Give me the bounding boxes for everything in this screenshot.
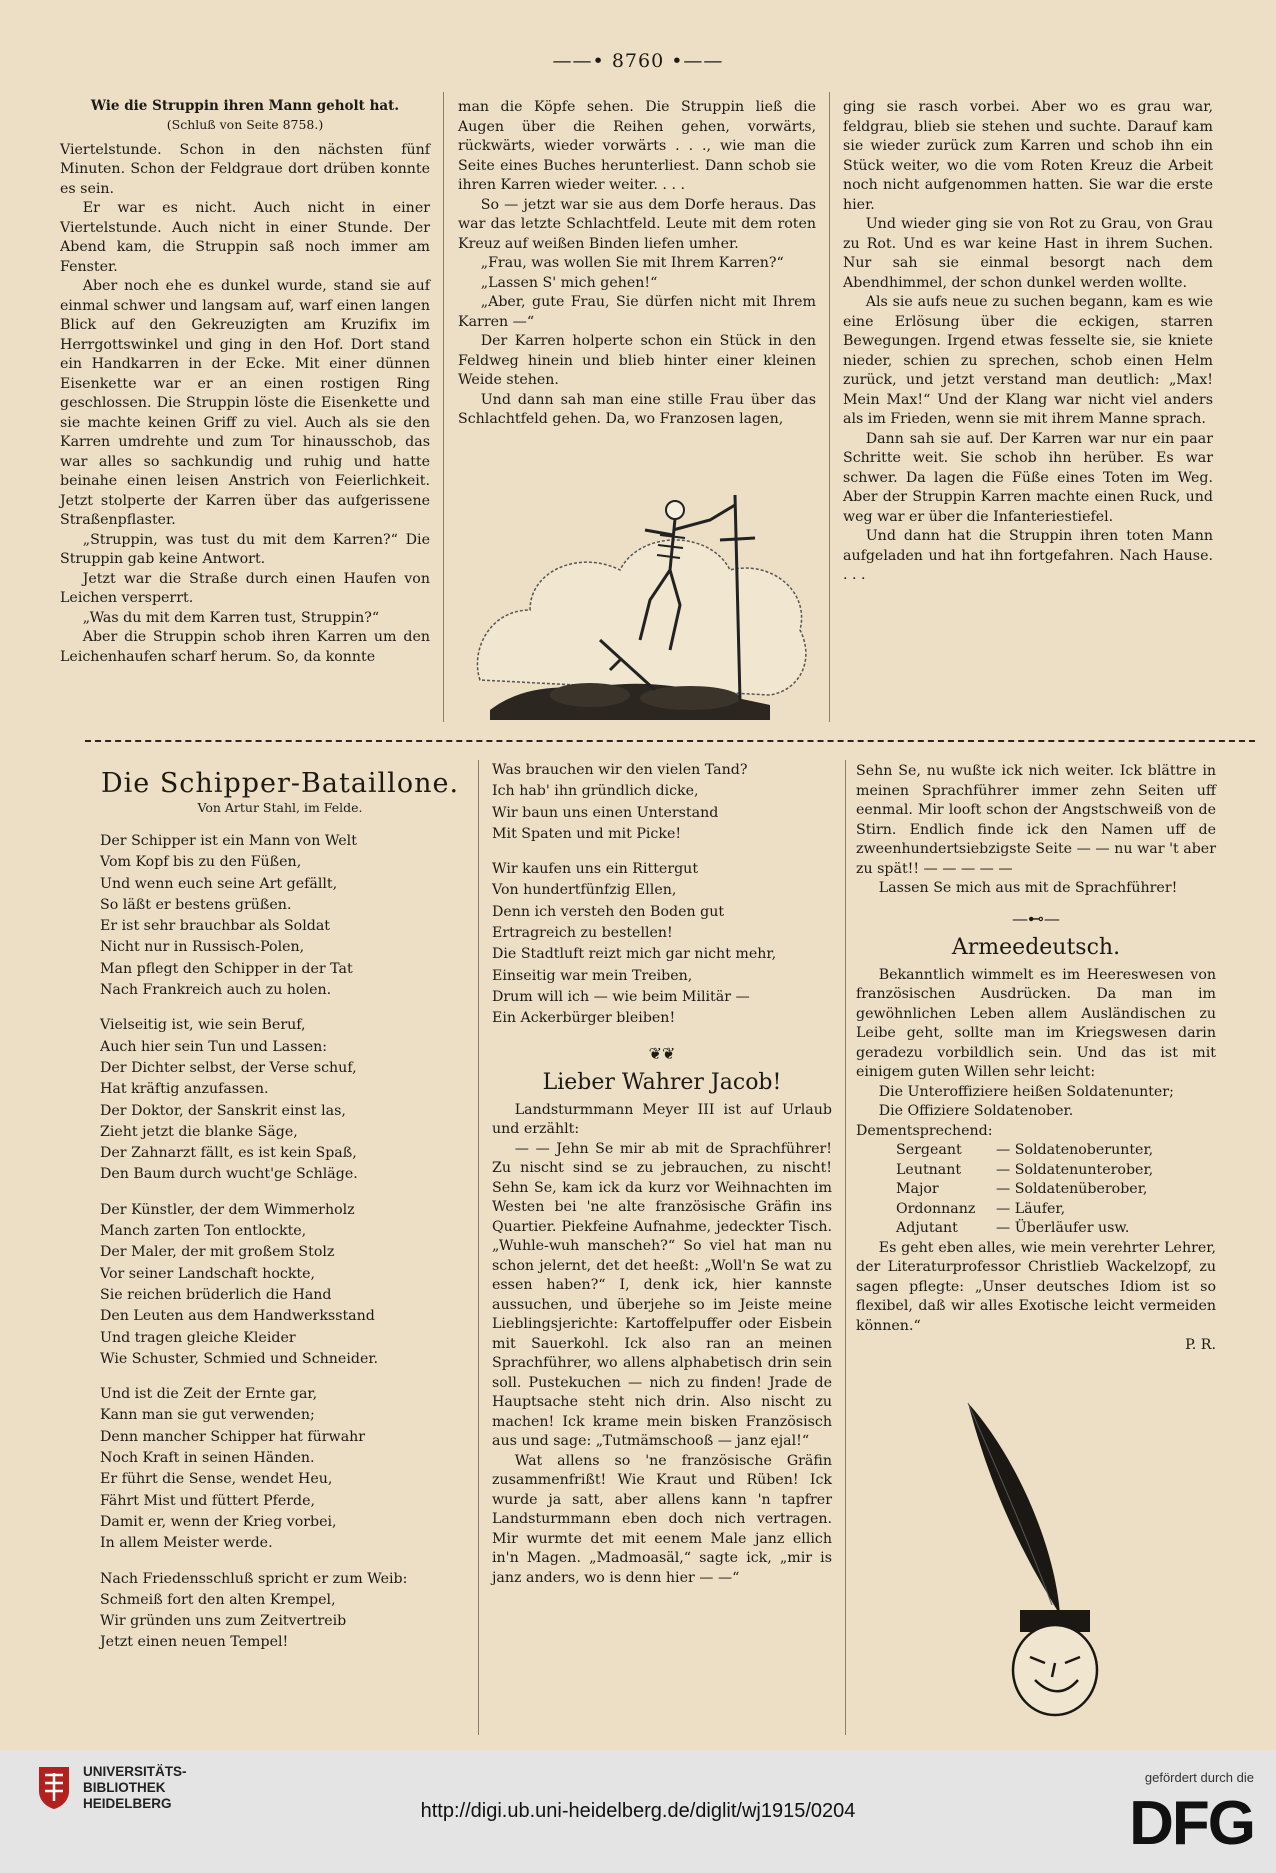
poem-line: Noch Kraft in seinen Händen. [100, 1450, 315, 1467]
poem-line: Mit Spaten und mit Picke! [492, 825, 682, 842]
armee-term-row [856, 1200, 1216, 1220]
feather-head-illustration [960, 1395, 1130, 1725]
story-column-1 [60, 98, 430, 667]
poem-title: Die Schipper-Bataillone. [100, 768, 460, 799]
letter-title: Lieber Wahrer Jacob! [542, 1070, 782, 1096]
poem-line: Der Maler, der mit großem Stolz [100, 1244, 335, 1261]
poem-line: Drum will ich — wie beim Militär — [492, 988, 750, 1005]
armee-line: Die Unteroffiziere heißen Soldatenunter; [878, 1083, 1174, 1100]
story-column-2 [458, 98, 816, 430]
source-url-link[interactable]: http://digi.ub.uni-heidelberg.de/diglit/wj1915/0204 [420, 1800, 856, 1822]
poem-line: Jetzt einen neuen Tempel! [100, 1634, 289, 1651]
dfg-logo[interactable]: DFG [1129, 1789, 1254, 1858]
story-title: Wie die Struppin ihren Mann geholt hat. [90, 98, 400, 114]
story-paragraph: Dann sah sie auf. Der Karren war nur ein paar Schritte weit. Sie schob ihn herüber. Es war schwer. Da lagen die Füße eines Toten im Weg. Aber der Struppin Karren machte einen Ruck, und weg war er über die Infanteriestiefel. [843, 430, 1213, 525]
armee-lead: Dementsprechend: [856, 1122, 993, 1139]
armee-line: Die Offiziere Soldatenober. [878, 1103, 1074, 1119]
poem-line: Der Doktor, der Sanskrit einst las, [100, 1102, 346, 1119]
letter-paragraph: — — Jehn Se mir ab mit de Sprachführer! Zu nischt sind se zu jebrauchen, zu nischt! Sehn Se, kam ick da kurz vor Weihnachten im Westen bei 'ne alte französische Gräfin ins Quartier. Piekfeine Aufnahme, jedeckter Tisch. „Wuhle-wuh manscheh?“ So viel hat man nu schon jelernt, det det heeßt: „Woll'n Se wat zu essen haben?“ I, denk ick, hier kannste aussuchen, und überjehe so im Jeiste meine Lieblingsjerichte: Kartoffelpuffer oder Eisbein mit Sauerkohl. Ick also ran an meinen Sprachführer, wo allens alphabetisch drin sein soll. Pustekuchen — nich zu finden! Jrade de Hauptsache steht nich drin. Also nischt zu machen! Ick krame mein bisken Französisch aus und sage: „Tutmämschooß — janz ejal!“ [492, 1140, 832, 1450]
poem-line: Ich hab' ihn gründlich dicke, [492, 783, 699, 800]
poem-line: Und wenn euch seine Art gefällt, [100, 875, 338, 892]
story-paragraph: „Aber, gute Frau, Sie dürfen nicht mit Ihrem Karren —“ [458, 294, 816, 330]
poem-line: In allem Meister werde. [100, 1535, 273, 1552]
poem-line: Denn ich versteh den Boden gut [492, 903, 725, 920]
poem-line: Ein Ackerbürger bleiben! [492, 1010, 676, 1027]
poem-line: Denn mancher Schipper hat fürwahr [100, 1428, 366, 1445]
poem-line: Hat kräftig anzufassen. [100, 1081, 269, 1098]
story-paragraph: „Struppin, was tust du mit dem Karren?“ Die Struppin gab keine Antwort. [60, 531, 430, 567]
university-line-3: HEIDELBERG [83, 1796, 172, 1811]
ornament: ❦❦ [648, 1043, 676, 1063]
story-paragraph: Jetzt war die Straße durch einen Haufen von Leichen versperrt. [60, 570, 430, 606]
story-paragraph: Aber noch ehe es dunkel wurde, stand sie auf einmal schwer und langsam auf, warf einen langen Blick auf den Gekreuzigten am Kruzifix im Herrgottswinkel und ging in den Hof. Dort stand ein Handkarren in der Ecke. Mit einer dünnen Eisenkette war er an einen rostigen Ring geschlossen. Die Struppin löste die Eisenkette und sie machte keinen Griff zu viel. Auch als sie den Karren umdrehte und zum Tor hinausschob, das war alles so sachkundig und ruhig und hatte beinahe einen leisen Anstrich von Feierlichkeit. Jetzt stolperte der Karren über das aufgerissene Straßenpflaster. [60, 278, 430, 528]
poem-line: Was brauchen wir den vielen Tand? [492, 762, 748, 778]
armee-term: Leutnant [896, 1161, 962, 1178]
armee-intro: Bekanntlich wimmelt es im Heereswesen von französischen Ausdrücken. Da man im gewöhnlichen Leben allem Ausländischen zu Leibe geht, sollte man im Kriegswesen darin geradezu vorbildlich sein. Und das ist mit einigem guten Willen sehr leicht: [856, 966, 1216, 1080]
story-paragraph: So — jetzt war sie aus dem Dorfe heraus. Das war das letzte Schlachtfeld. Leute mit dem roten Kreuz auf weißen Binden liefen umher. [458, 196, 816, 252]
funding-note: gefördert durch die [1144, 1770, 1254, 1785]
poem-line: Nach Friedensschluß spricht er zum Weib: [100, 1570, 408, 1587]
poem-line: Er führt die Sense, wendet Heu, [100, 1471, 333, 1488]
armee-signature: P. R. [1185, 1337, 1216, 1353]
poem-line: Kann man sie gut verwenden; [100, 1407, 315, 1424]
armee-term-row [856, 1219, 1216, 1239]
poem-line: Fährt Mist und füttert Pferde, [100, 1492, 316, 1509]
armee-term: Sergeant [896, 1142, 962, 1158]
armee-title: Armeedeutsch. [951, 935, 1121, 960]
poem-stanza [492, 760, 832, 845]
armee-term-row [856, 1180, 1216, 1200]
poem-line: Damit er, wenn der Krieg vorbei, [100, 1513, 337, 1530]
poem-line: Den Leuten aus dem Handwerksstand [100, 1308, 375, 1325]
story-paragraph: „Was du mit dem Karren tust, Struppin?“ [82, 609, 380, 626]
poem-stanza [100, 1569, 460, 1654]
armee-term-row [856, 1161, 1216, 1181]
poem-line: Und ist die Zeit der Ernte gar, [100, 1386, 318, 1403]
poem-line: Den Baum durch wucht'ge Schläge. [100, 1166, 358, 1183]
poem-line: Und tragen gleiche Kleider [100, 1329, 296, 1346]
column-rule [443, 92, 444, 722]
poem-stanza [492, 859, 832, 1029]
poem-line: Vielseitig ist, wie sein Beruf, [100, 1017, 306, 1034]
header-ornament-right: •—— [671, 50, 724, 72]
poem-line: Zieht jetzt die blanke Säge, [100, 1123, 298, 1140]
poem-line: Nicht nur in Russisch-Polen, [100, 939, 305, 956]
poem-column [100, 768, 460, 1668]
poem-line: Auch hier sein Tun und Lassen: [100, 1038, 328, 1055]
poem-author: Von Artur Stahl, im Felde. [197, 799, 363, 815]
section-divider [85, 740, 1255, 742]
column-rule [478, 760, 479, 1735]
armee-meaning: — Läufer, [996, 1200, 1066, 1217]
story-paragraph: Er war es nicht. Auch nicht in einer Viertelstunde. Auch nicht in einer Stunde. Der Abend kam, die Struppin saß noch immer am Fenster. [60, 200, 430, 275]
poem-line: Einseitig war mein Treiben, [492, 967, 693, 984]
story-paragraph: Und wieder ging sie von Rot zu Grau, von Grau zu Rot. Und es war keine Hast in ihrem Suchen. Nur sah sie einmal besorgt nach dem Abendhimmel, der schon dunkel werden wollte. [843, 216, 1213, 291]
poem-line: Von hundertfünfzig Ellen, [492, 882, 677, 899]
armee-term: Major [896, 1181, 939, 1197]
poem-line: Nach Frankreich auch zu holen. [100, 982, 332, 999]
armee-term-row [856, 1141, 1216, 1161]
university-line-2: BIBLIOTHEK [83, 1780, 166, 1795]
armee-meaning: — Überläufer usw. [996, 1220, 1130, 1236]
poem-stanza [100, 1200, 460, 1370]
poem-line: Der Zahnarzt fällt, es ist kein Spaß, [100, 1145, 357, 1162]
letter-paragraph: Wat allens so 'ne französische Gräfin zusammenfrißt! Wie Kraut und Rüben! Ick wurde ja satt, aber allens kann 'n tapfrer Landsturmmann eben doch nich vertragen. Mir wurmte det mit eenem Male janz ellich in'n Magen. „Madmoasäl,“ sagte ick, „mir is janz anders, wo is denn hier — —“ [492, 1452, 832, 1586]
poem-line: Der Schipper ist ein Mann von Welt [100, 833, 357, 849]
poem-line: Manch zarten Ton entlockte, [100, 1223, 307, 1240]
ornament: —⊷— [1012, 908, 1060, 928]
poem-line: Er ist sehr brauchbar als Soldat [100, 918, 330, 935]
story-continued: (Schluß von Seite 8758.) [166, 117, 324, 132]
skeleton-illustration [470, 490, 815, 720]
armee-meaning: — Soldatenüberober, [996, 1181, 1148, 1197]
poem-line: Sie reichen brüderlich die Hand [100, 1286, 332, 1303]
poem-line: Die Stadtluft reizt mich gar nicht mehr, [492, 946, 777, 963]
story-paragraph: Und dann sah man eine stille Frau über das Schlachtfeld gehen. Da, wo Franzosen lagen, [458, 391, 816, 427]
poem-stanza [100, 1384, 460, 1554]
poem-line: Wir kaufen uns ein Rittergut [492, 861, 699, 878]
story-paragraph: Der Karren holperte schon ein Stück in den Feldweg hinein und blieb hinter einer kleinen Weide stehen. [458, 333, 816, 388]
right-column [856, 762, 1216, 1356]
column-rule [829, 92, 830, 722]
story-paragraph: Und dann hat die Struppin ihren toten Mann aufgeladen und hat ihn fortgefahren. Nach Hause. . . . [843, 528, 1213, 583]
letter-paragraph: Landsturmmann Meyer III ist auf Urlaub und erzählt: [492, 1101, 832, 1138]
story-paragraph: „Frau, was wollen Sie mit Ihrem Karren?“ [480, 255, 784, 271]
poem-line: Vor seiner Landschaft hockte, [100, 1265, 316, 1282]
page-header [0, 50, 1276, 72]
university-line-1: UNIVERSITÄTS- [83, 1764, 187, 1779]
letter-paragraph: Sehn Se, nu wußte ick nich weiter. Ick blättre in meinen Sprachführer immer zehn Seiten uff eenmal. Mir looft schon der Angstschweiß von de Stirn. Endlich finde ick den Namen uff de zweenhundertsiebzigste Seite — — nu war 't aber zu spät!! — — — — — [856, 763, 1216, 877]
story-paragraph: Viertelstunde. Schon in den nächsten fünf Minuten. Schon der Feldgraue dort drüben konnte es sein. [60, 141, 430, 197]
poem-stanza [100, 1015, 460, 1185]
story-paragraph: Als sie aufs neue zu suchen begann, kam es wie eine Erlösung über die eckigen, starren Bewegungen. Irgend etwas fesselte sie, sie kniete nieder, schien zu sprechen, schob einen Helm zurück, und jetzt verstand man deutlich: „Max! Mein Max!“ Und der Klang war nicht viel anders als im Frieden, wenn sie mit ihrem Manne sprach. [843, 294, 1213, 427]
poem-line: Schmeiß fort den alten Krempel, [100, 1591, 336, 1608]
story-column-3 [843, 98, 1213, 586]
poem-line: Man pflegt den Schipper in der Tat [100, 960, 353, 977]
middle-column [492, 760, 832, 1588]
poem-line: Ertragreich zu bestellen! [492, 925, 673, 942]
poem-stanza [100, 831, 460, 1001]
armee-meaning: — Soldatenoberunter, [996, 1142, 1154, 1158]
column-rule [845, 760, 846, 1735]
armee-meaning: — Soldatenunterober, [996, 1161, 1154, 1178]
poem-line: Wir gründen uns zum Zeitvertreib [100, 1613, 347, 1630]
story-paragraph: Aber die Struppin schob ihren Karren um den Leichenhaufen scharf herum. So, da konnte [60, 629, 430, 665]
poem-line: Vom Kopf bis zu den Füßen, [100, 854, 302, 871]
story-paragraph: „Lassen S' mich gehen!“ [480, 274, 658, 291]
page-number: 8760 [611, 50, 665, 72]
armee-outro: Es geht eben alles, wie mein verehrter Lehrer, der Literaturprofessor Christlieb Wackelzopf, zu sagen pflegte: „Unser deutsches Idiom ist so flexibel, daß wir alles Exotische leicht vermeiden können.“ [856, 1239, 1216, 1334]
armee-term: Adjutant [896, 1220, 958, 1236]
poem-line: Der Künstler, der dem Wimmerholz [100, 1201, 355, 1218]
poem-line: Wir baun uns einen Unterstand [492, 804, 719, 821]
story-paragraph: man die Köpfe sehen. Die Struppin ließ die Augen über die Reihen gehen, vorwärts, rückwärts, wieder vorwärts . . ., wie man die Seite eines Buches herunterliest. Dann schob sie ihren Karren wieder weiter. . . . [458, 99, 816, 193]
poem-line: Der Dichter selbst, der Verse schuf, [100, 1059, 357, 1076]
poem-line: So läßt er bestens grüßen. [100, 896, 292, 913]
letter-paragraph: Lassen Se mich aus mit de Sprachführer! [878, 880, 1178, 896]
armee-term: Ordonnanz [896, 1200, 976, 1217]
poem-line: Wie Schuster, Schmied und Schneider. [100, 1350, 379, 1367]
header-ornament-left: ——• [552, 50, 605, 72]
story-paragraph: ging sie rasch vorbei. Aber wo es grau war, feldgrau, blieb sie stehen und suchte. Darauf kam sie wieder zurück zum Karren und schob ihn ein Stück weiter, wo die vom Roten Kreuz die Arbeit noch nicht aufgenommen hatten. Sie war die erste hier. [843, 99, 1213, 213]
